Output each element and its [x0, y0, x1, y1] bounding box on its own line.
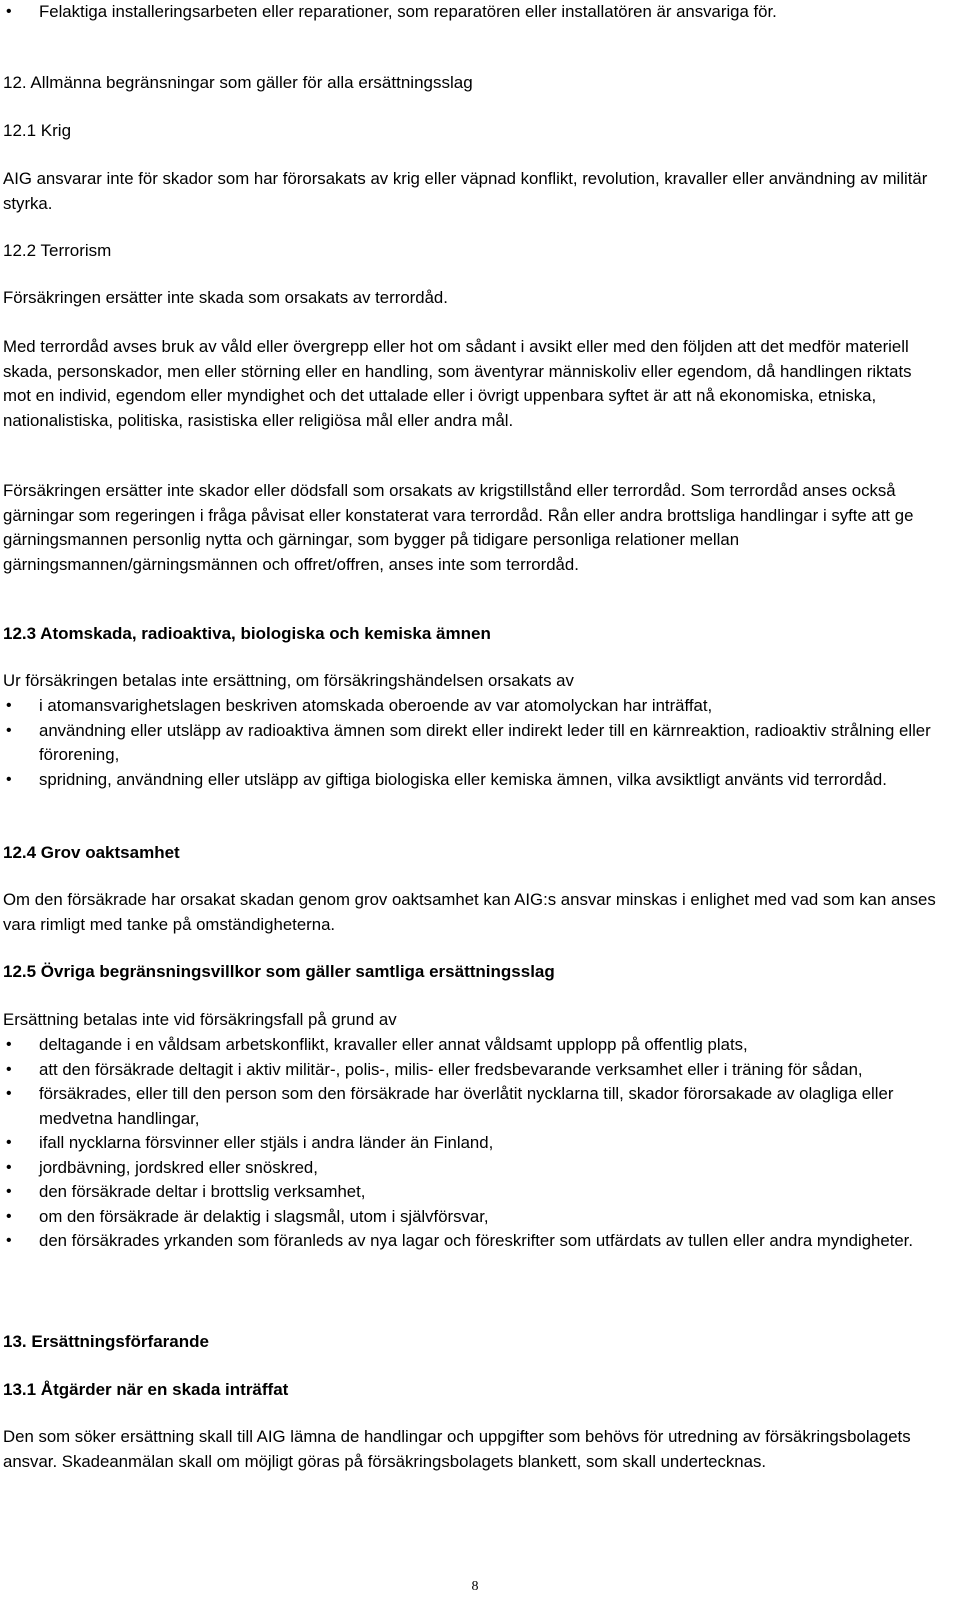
- list-item: • försäkrades, eller till den person som den försäkrade har överlåtit nycklarna till, skador förorsakade av olagliga eller medvetna handlingar,: [3, 1082, 943, 1131]
- section-12-4-heading: 12.4 Grov oaktsamhet: [3, 843, 180, 862]
- section-12-2-paragraph-3: Försäkringen ersätter inte skador eller dödsfall som orsakats av krigstillstånd eller terrordåd. Som terrordåd anses också gärningar som regeringen i fråga påvisat eller konstaterat vara terrordåd. Rån eller andra brottsliga handlingar i syfte att ge gärningsmannen personlig nytta och gärningar, som bygger på tidigare personliga relationer mellan gärningsmannen/gärningsmännen och offret/offren, anses inte som terrordåd.: [3, 481, 914, 574]
- section-12-3-bullet-list: [3, 694, 943, 792]
- list-item: • i atomansvarighetslagen beskriven atomskada oberoende av var atomolyckan har inträffat,: [3, 694, 943, 719]
- section-13-heading: 13. Ersättningsförfarande: [3, 1332, 209, 1351]
- page-number: 8: [471, 1579, 479, 1594]
- section-13-1-heading: 13.1 Åtgärder när en skada inträffat: [3, 1380, 289, 1399]
- section-12-4-text: Om den försäkrade har orsakat skadan genom grov oaktsamhet kan AIG:s ansvar minskas i enlighet med vad som kan anses vara rimligt med tanke på omständigheterna.: [3, 890, 936, 934]
- section-12-1-text: AIG ansvarar inte för skador som har förorsakats av krig eller väpnad konflikt, revolution, kravaller eller användning av militär styrka.: [3, 169, 928, 213]
- list-item: • användning eller utsläpp av radioaktiva ämnen som direkt eller indirekt leder till en kärnreaktion, radioaktiv strålning eller förorening,: [3, 719, 943, 768]
- list-item: • Felaktiga installeringsarbeten eller reparationer, som reparatören eller installatören är ansvariga för.: [3, 0, 943, 25]
- section-12-5-bullet-list: [3, 1033, 943, 1254]
- list-item: • om den försäkrade är delaktig i slagsmål, utom i självförsvar,: [3, 1205, 943, 1230]
- list-item: • jordbävning, jordskred eller snöskred,: [3, 1156, 943, 1181]
- list-item: • den försäkrades yrkanden som föranleds av nya lagar och föreskrifter som utfärdats av tullen eller andra myndigheter.: [3, 1229, 943, 1254]
- section-12-heading: 12. Allmänna begränsningar som gäller för alla ersättningsslag: [3, 73, 473, 92]
- section-12-3-heading: 12.3 Atomskada, radioaktiva, biologiska och kemiska ämnen: [3, 624, 491, 643]
- section-12-5-intro: Ersättning betalas inte vid försäkringsfall på grund av: [3, 1010, 397, 1029]
- list-item: • att den försäkrade deltagit i aktiv militär-, polis-, milis- eller fredsbevarande verksamhet eller i träning för sådan,: [3, 1058, 943, 1083]
- top-bullet-list: [3, 0, 943, 25]
- section-12-2-heading: 12.2 Terrorism: [3, 241, 112, 260]
- list-item: • ifall nycklarna försvinner eller stjäls i andra länder än Finland,: [3, 1131, 943, 1156]
- section-12-3-intro: Ur försäkringen betalas inte ersättning, om försäkringshändelsen orsakats av: [3, 671, 574, 690]
- section-12-5-heading: 12.5 Övriga begränsningsvillkor som gäller samtliga ersättningsslag: [3, 962, 555, 981]
- section-12-2-paragraph-2: Med terrordåd avses bruk av våld eller övergrepp eller hot om sådant i avsikt eller med den följden att det medför materiell skada, personskador, men eller störning eller en handling, som äventyrar människoliv eller egendom, då handlingen riktats mot en individ, egendom eller myndighet och det uttalade eller i övrigt uppenbara syftet är att nå ekonomiska, etniska, nationalistiska, politiska, rasistiska eller religiösa mål eller andra mål.: [3, 337, 912, 430]
- list-item: • spridning, användning eller utsläpp av giftiga biologiska eller kemiska ämnen, vilka avsiktligt använts vid terrordåd.: [3, 768, 943, 793]
- list-item: • deltagande i en våldsam arbetskonflikt, kravaller eller annat våldsamt upplopp på offentlig plats,: [3, 1033, 943, 1058]
- section-13-1-text: Den som söker ersättning skall till AIG lämna de handlingar och uppgifter som behövs för utredning av försäkringsbolagets ansvar. Skadeanmälan skall om möjligt göras på försäkringsbolagets blankett, som skall undertecknas.: [3, 1427, 911, 1471]
- section-12-1-heading: 12.1 Krig: [3, 121, 72, 140]
- section-12-2-paragraph-1: Försäkringen ersätter inte skada som orsakats av terrordåd.: [3, 288, 448, 307]
- list-item: • den försäkrade deltar i brottslig verksamhet,: [3, 1180, 943, 1205]
